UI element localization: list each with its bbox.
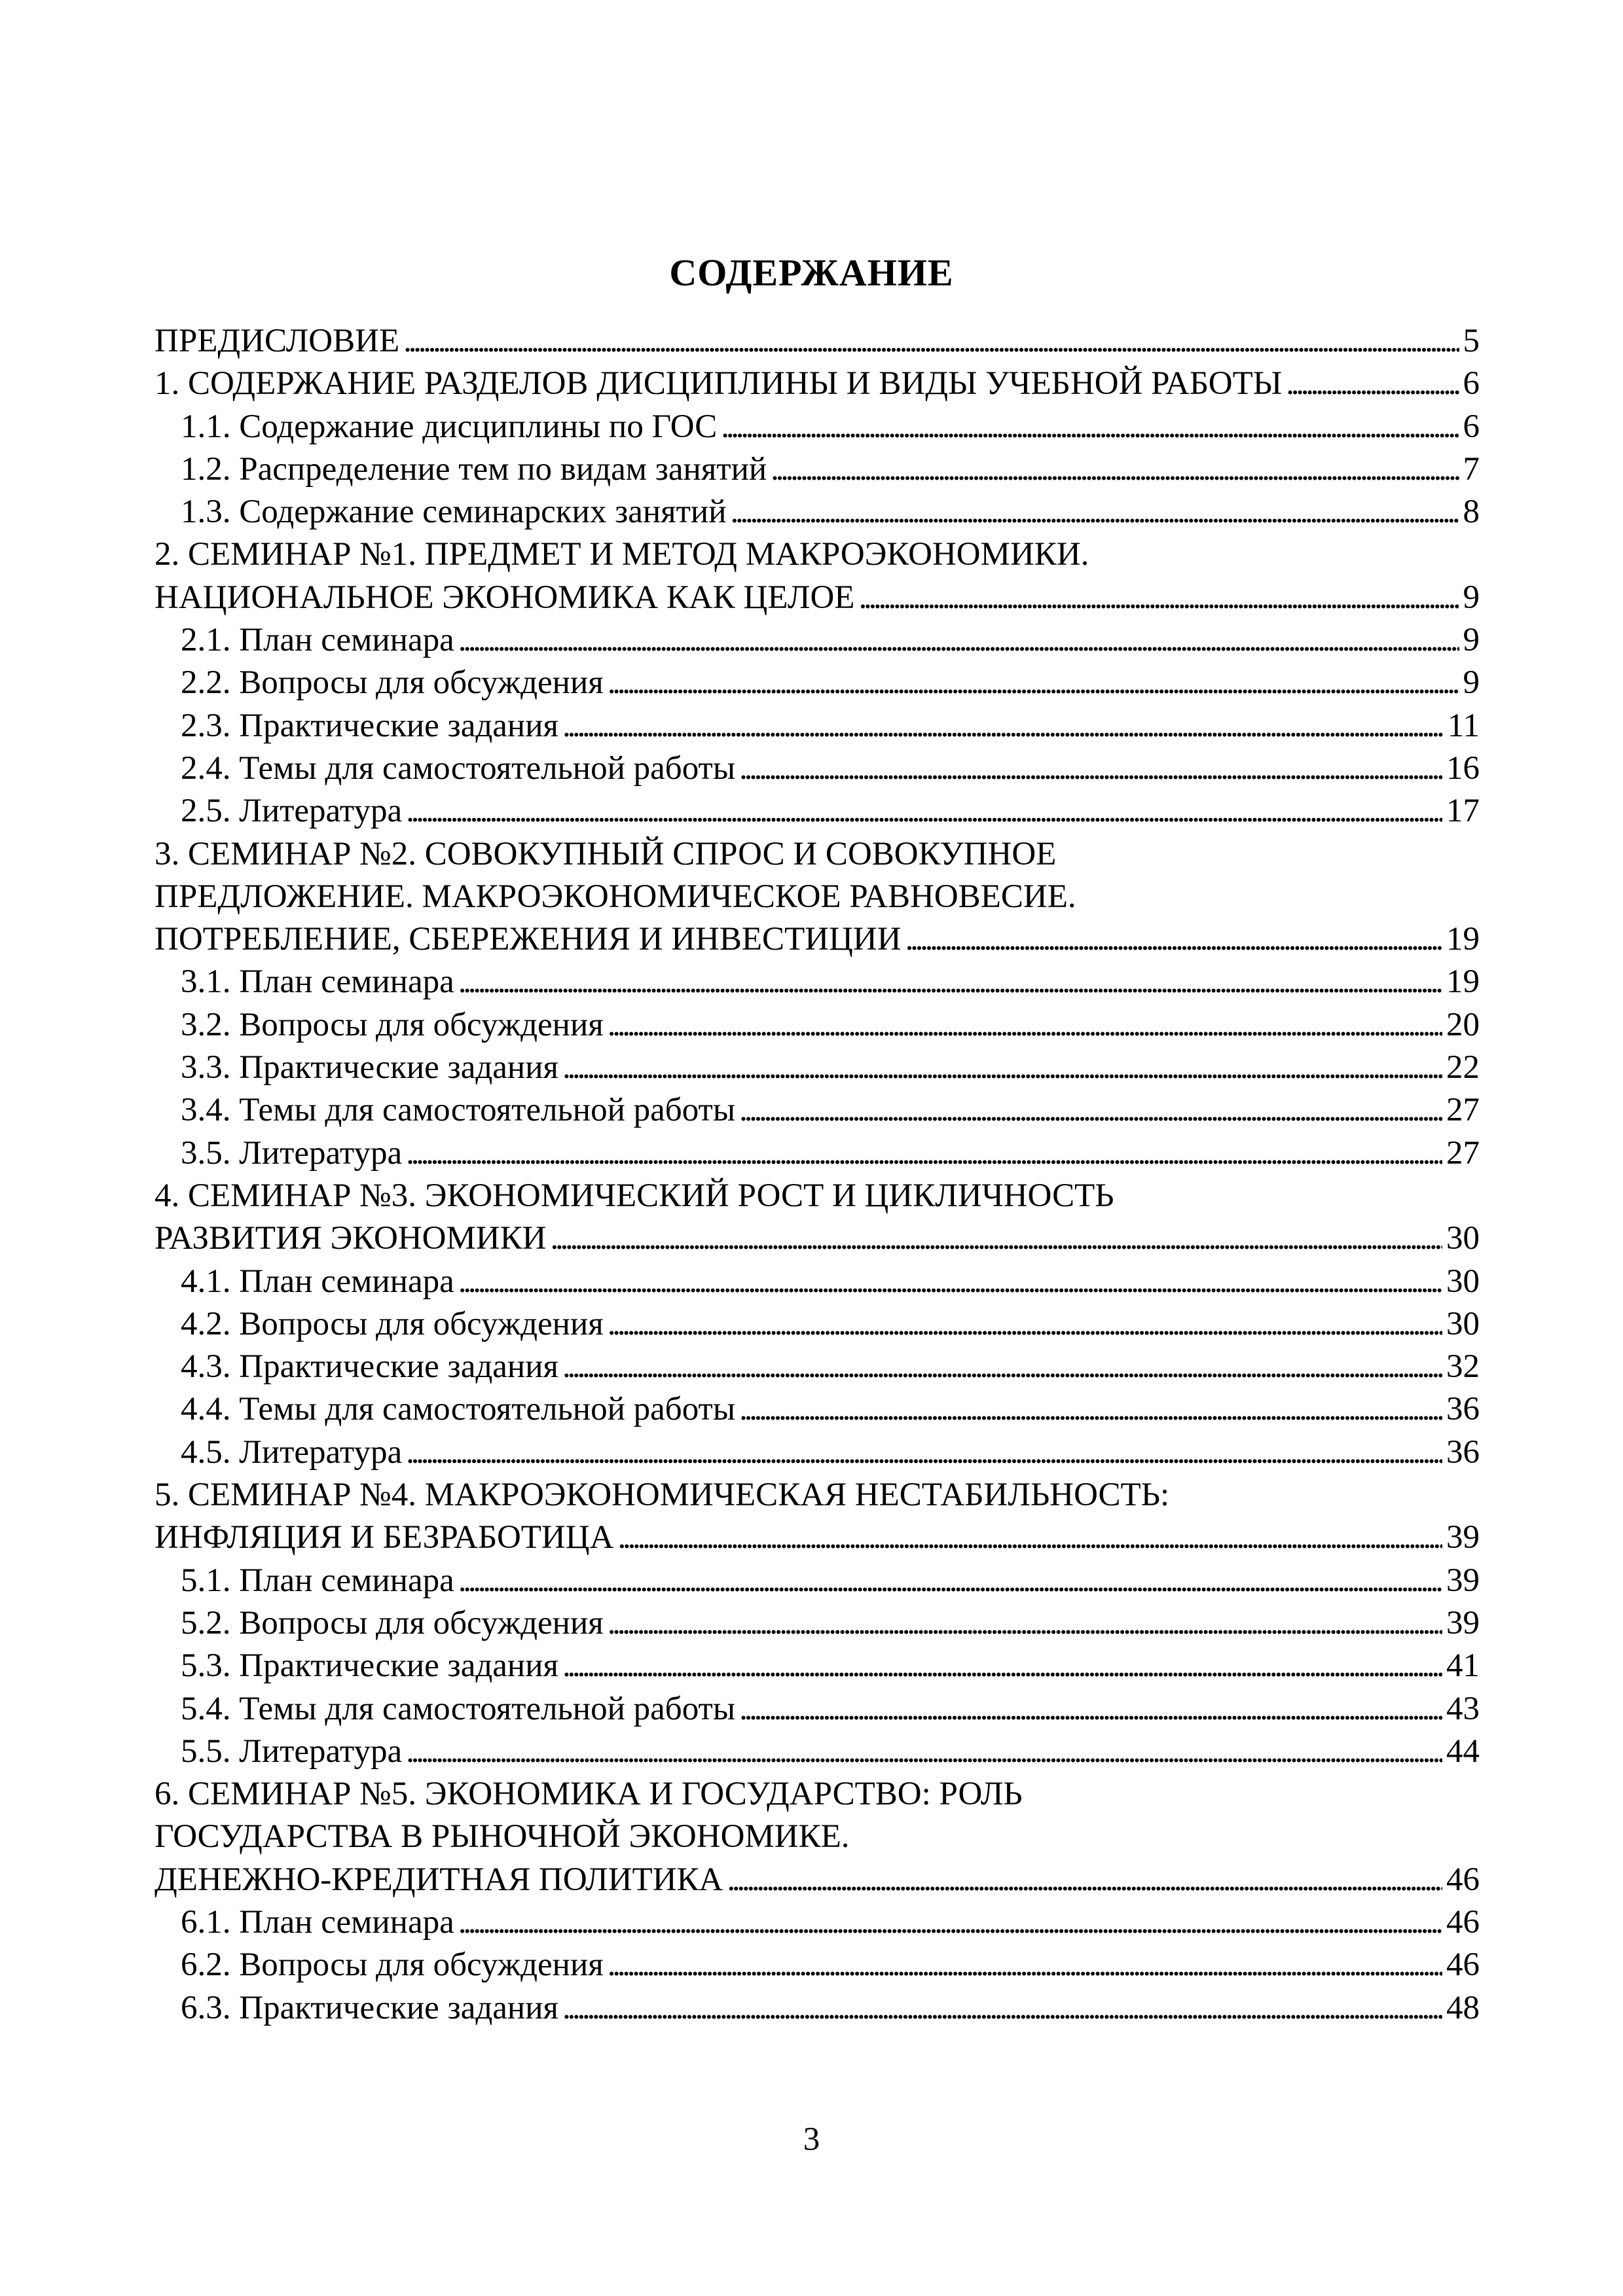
dot-leader [727, 1859, 1442, 1901]
toc-entry-line [155, 961, 1480, 1003]
dot-leader [562, 1987, 1442, 2030]
toc-entry-text: 4.4. Темы для самостоятельной работы [181, 1391, 736, 1428]
toc-entry-line [155, 448, 1480, 491]
toc-entry [155, 1303, 1480, 1346]
dot-leader [608, 1602, 1442, 1645]
toc-entry [155, 448, 1480, 491]
toc-page-number: 6 [1463, 365, 1480, 403]
toc-entry-text: 5.1. План семинара [181, 1562, 454, 1599]
toc-page-number: 16 [1446, 749, 1480, 787]
toc-entry-line [155, 1731, 1480, 1773]
toc-page-number: 19 [1446, 963, 1480, 1001]
toc-entry-line [155, 1688, 1480, 1731]
dot-leader [458, 619, 1459, 662]
toc-entry [155, 1688, 1480, 1731]
toc-entry-line [155, 790, 1480, 833]
toc-page-number: 6 [1463, 408, 1480, 445]
toc-page-number: 9 [1463, 664, 1480, 702]
toc-page-number: 44 [1446, 1732, 1480, 1770]
toc-entry [155, 1474, 1480, 1560]
toc-entry [155, 1901, 1480, 1944]
toc-entry-text: 3. СЕМИНАР №2. СОВОКУПНЫЙ СПРОС И СОВОКУПНОЕ [155, 835, 1057, 872]
toc-entry-text: ПРЕДЛОЖЕНИЕ. МАКРОЭКОНОМИЧЕСКОЕ РАВНОВЕСИЕ. [155, 878, 1076, 915]
toc-entry [155, 1987, 1480, 2030]
toc-page-number: 39 [1446, 1604, 1480, 1641]
toc-entry-line [155, 1388, 1480, 1431]
toc-entry-text: 4. СЕМИНАР №3. ЭКОНОМИЧЕСКИЙ РОСТ И ЦИКЛИЧНОСТЬ [155, 1177, 1114, 1214]
dot-leader [562, 705, 1444, 747]
toc-entry-line [155, 918, 1480, 961]
toc-entry [155, 1944, 1480, 1986]
page-title: СОДЕРЖАНИЕ [669, 251, 954, 294]
toc-page-number: 9 [1463, 579, 1480, 616]
toc-entry-line [155, 1004, 1480, 1047]
toc-entry-line [155, 1431, 1480, 1474]
toc-entry [155, 1089, 1480, 1132]
toc-entry [155, 1731, 1480, 1773]
toc-entry [155, 833, 1480, 961]
toc-entry-text: 3.4. Темы для самостоятельной работы [181, 1092, 736, 1129]
dot-leader [739, 1089, 1442, 1132]
toc-page-number: 36 [1446, 1433, 1480, 1471]
toc-entry-text: 3.3. Практические задания [181, 1049, 558, 1086]
toc-entry-line [155, 406, 1480, 448]
dot-leader [1286, 363, 1459, 405]
dot-leader [550, 1217, 1442, 1260]
toc-page-number: 17 [1446, 793, 1480, 830]
dot-leader [608, 1004, 1442, 1047]
toc-page-number: 48 [1446, 1989, 1480, 2026]
toc-entry-text: 5.5. Литература [181, 1732, 403, 1770]
toc-entry-line [155, 1944, 1480, 1986]
toc-entry-line [155, 1047, 1480, 1089]
dot-leader [608, 1944, 1442, 1986]
toc-entry [155, 1047, 1480, 1089]
dot-leader [858, 577, 1459, 619]
toc-page-number: 7 [1463, 450, 1480, 488]
toc-entry [155, 1431, 1480, 1474]
toc-entry-text: 1. СОДЕРЖАНИЕ РАЗДЕЛОВ ДИСЦИПЛИНЫ И ВИДЫ УЧЕБНОЙ РАБОТЫ [155, 365, 1283, 403]
toc-entry-line [155, 320, 1480, 363]
dot-leader [730, 491, 1459, 533]
toc-entry-text: 5.2. Вопросы для обсуждения [181, 1604, 604, 1641]
toc-entry-line [155, 1132, 1480, 1175]
dot-leader [905, 918, 1442, 961]
toc-entry-line [155, 1987, 1480, 2030]
dot-leader [608, 662, 1459, 704]
toc-entry-line [155, 1261, 1480, 1303]
toc-entry-text: РАЗВИТИЯ ЭКОНОМИКИ [155, 1220, 547, 1257]
toc-page-number: 41 [1446, 1647, 1480, 1685]
toc-entry-line [155, 876, 1480, 918]
page-number: 3 [803, 2121, 820, 2158]
dot-leader [562, 1346, 1442, 1388]
toc-entry-line [155, 662, 1480, 704]
toc-entry-text: 2.4. Темы для самостоятельной работы [181, 749, 736, 787]
toc-entry-text: 2. СЕМИНАР №1. ПРЕДМЕТ И МЕТОД МАКРОЭКОНОМИКИ. [155, 536, 1089, 573]
dot-leader [608, 1303, 1442, 1346]
toc-entry-line [155, 1859, 1480, 1901]
toc-entry-line [155, 1217, 1480, 1260]
toc-entry-text: 2.5. Литература [181, 793, 403, 830]
toc-entry-line [155, 1901, 1480, 1944]
toc-entry-text: 1.2. Распределение тем по видам занятий [181, 450, 767, 488]
toc-entry [155, 747, 1480, 790]
toc-entry-line [155, 1602, 1480, 1645]
toc-entry-line [155, 491, 1480, 533]
toc-page-number: 20 [1446, 1006, 1480, 1043]
toc-entry [155, 1261, 1480, 1303]
dot-leader [739, 1388, 1442, 1431]
toc-page-number: 19 [1446, 921, 1480, 958]
toc-entry-text: 1.3. Содержание семинарских занятий [181, 493, 727, 531]
toc-page-number: 27 [1446, 1092, 1480, 1129]
toc-entry [155, 1346, 1480, 1388]
toc-entry-text: ИНФЛЯЦИЯ И БЕЗРАБОТИЦА [155, 1519, 614, 1556]
toc-entry-text: 6.2. Вопросы для обсуждения [181, 1946, 604, 1984]
toc-entry-text: ПОТРЕБЛЕНИЕ, СБЕРЕЖЕНИЯ И ИНВЕСТИЦИИ [155, 921, 902, 958]
toc-page-number: 46 [1446, 1903, 1480, 1941]
toc-entry-line [155, 533, 1480, 576]
toc-page-number: 11 [1447, 707, 1480, 744]
toc-entry-text: 2.3. Практические задания [181, 707, 558, 744]
toc-entry-text: ПРЕДИСЛОВИЕ [155, 323, 400, 359]
toc-entry [155, 1388, 1480, 1431]
dot-leader [406, 1431, 1442, 1474]
toc-entry-text: 3.2. Вопросы для обсуждения [181, 1006, 604, 1043]
toc-entry [155, 1645, 1480, 1687]
toc-entry [155, 1175, 1480, 1261]
toc-entry [155, 662, 1480, 704]
toc-page-number: 32 [1446, 1348, 1480, 1386]
toc-page-number: 8 [1463, 493, 1480, 531]
toc-entry-line [155, 577, 1480, 619]
toc-entry-line [155, 363, 1480, 405]
toc-entry-line [155, 619, 1480, 662]
toc-entry [155, 406, 1480, 448]
toc-entry-text: 5.4. Темы для самостоятельной работы [181, 1690, 736, 1727]
toc-entry-line [155, 1089, 1480, 1132]
toc-entry-text: 5.3. Практические задания [181, 1647, 558, 1685]
toc-page-number: 43 [1446, 1690, 1480, 1727]
toc-entry-line [155, 747, 1480, 790]
dot-leader [406, 1132, 1442, 1175]
table-of-contents [155, 320, 1480, 2030]
toc-page-number: 39 [1446, 1519, 1480, 1556]
toc-entry-line [155, 1773, 1480, 1816]
toc-entry [155, 619, 1480, 662]
dot-leader [721, 406, 1459, 448]
dot-leader [739, 1688, 1442, 1731]
dot-leader [771, 448, 1459, 491]
toc-entry [155, 363, 1480, 405]
toc-entry-line [155, 1516, 1480, 1559]
toc-entry [155, 1602, 1480, 1645]
toc-entry-text: ГОСУДАРСТВА В РЫНОЧНОЙ ЭКОНОМИКЕ. [155, 1818, 850, 1856]
toc-entry-text: НАЦИОНАЛЬНОЕ ЭКОНОМИКА КАК ЦЕЛОЕ [155, 579, 855, 616]
toc-entry [155, 320, 1480, 363]
toc-entry-text: 3.5. Литература [181, 1134, 403, 1172]
toc-entry [155, 1132, 1480, 1175]
toc-entry-line [155, 1474, 1480, 1516]
toc-page-number: 39 [1446, 1562, 1480, 1599]
dot-leader [458, 961, 1442, 1003]
toc-page-number: 5 [1463, 323, 1480, 359]
toc-entry-line [155, 1645, 1480, 1687]
toc-entry-text: 2.2. Вопросы для обсуждения [181, 664, 604, 702]
toc-entry [155, 533, 1480, 619]
toc-entry [155, 491, 1480, 533]
toc-entry [155, 1004, 1480, 1047]
toc-page-number: 30 [1446, 1220, 1480, 1257]
toc-entry-text: 4.3. Практические задания [181, 1348, 558, 1386]
toc-entry [155, 790, 1480, 833]
toc-entry-line [155, 1816, 1480, 1858]
dot-leader [403, 320, 1459, 363]
toc-page-number: 46 [1446, 1861, 1480, 1898]
toc-entry-line [155, 1175, 1480, 1217]
toc-entry-text: 6.1. План семинара [181, 1903, 454, 1941]
toc-entry-text: 2.1. План семинара [181, 622, 454, 659]
toc-entry-text: 5. СЕМИНАР №4. МАКРОЭКОНОМИЧЕСКАЯ НЕСТАБИЛЬНОСТЬ: [155, 1477, 1170, 1514]
dot-leader [458, 1901, 1442, 1944]
toc-entry-text: 4.5. Литература [181, 1433, 403, 1471]
toc-entry-text: 1.1. Содержание дисциплины по ГОС [181, 408, 718, 445]
dot-leader [739, 747, 1442, 790]
toc-page-number: 30 [1446, 1263, 1480, 1300]
dot-leader [406, 1731, 1442, 1773]
dot-leader [562, 1645, 1442, 1687]
toc-page-number: 22 [1446, 1049, 1480, 1086]
toc-page-number: 46 [1446, 1946, 1480, 1984]
dot-leader [458, 1261, 1442, 1303]
toc-entry-text: 3.1. План семинара [181, 963, 454, 1001]
toc-entry-line [155, 1560, 1480, 1602]
dot-leader [617, 1516, 1442, 1559]
toc-entry [155, 1773, 1480, 1901]
toc-entry-text: 6.3. Практические задания [181, 1989, 558, 2026]
toc-entry-line [155, 705, 1480, 747]
toc-entry-text: 4.2. Вопросы для обсуждения [181, 1305, 604, 1342]
toc-entry-line [155, 1346, 1480, 1388]
toc-page-number: 9 [1463, 622, 1480, 659]
toc-entry [155, 705, 1480, 747]
toc-entry-text: ДЕНЕЖНО-КРЕДИТНАЯ ПОЛИТИКА [155, 1861, 723, 1898]
toc-entry [155, 961, 1480, 1003]
toc-page-number: 27 [1446, 1134, 1480, 1172]
dot-leader [458, 1560, 1442, 1602]
toc-entry-line [155, 1303, 1480, 1346]
dot-leader [562, 1047, 1442, 1089]
toc-entry [155, 1560, 1480, 1602]
toc-entry-line [155, 833, 1480, 876]
toc-page-number: 30 [1446, 1305, 1480, 1342]
dot-leader [406, 790, 1442, 833]
toc-page-number: 36 [1446, 1391, 1480, 1428]
toc-entry-text: 4.1. План семинара [181, 1263, 454, 1300]
toc-entry-text: 6. СЕМИНАР №5. ЭКОНОМИКА И ГОСУДАРСТВО: РОЛЬ [155, 1776, 1023, 1813]
